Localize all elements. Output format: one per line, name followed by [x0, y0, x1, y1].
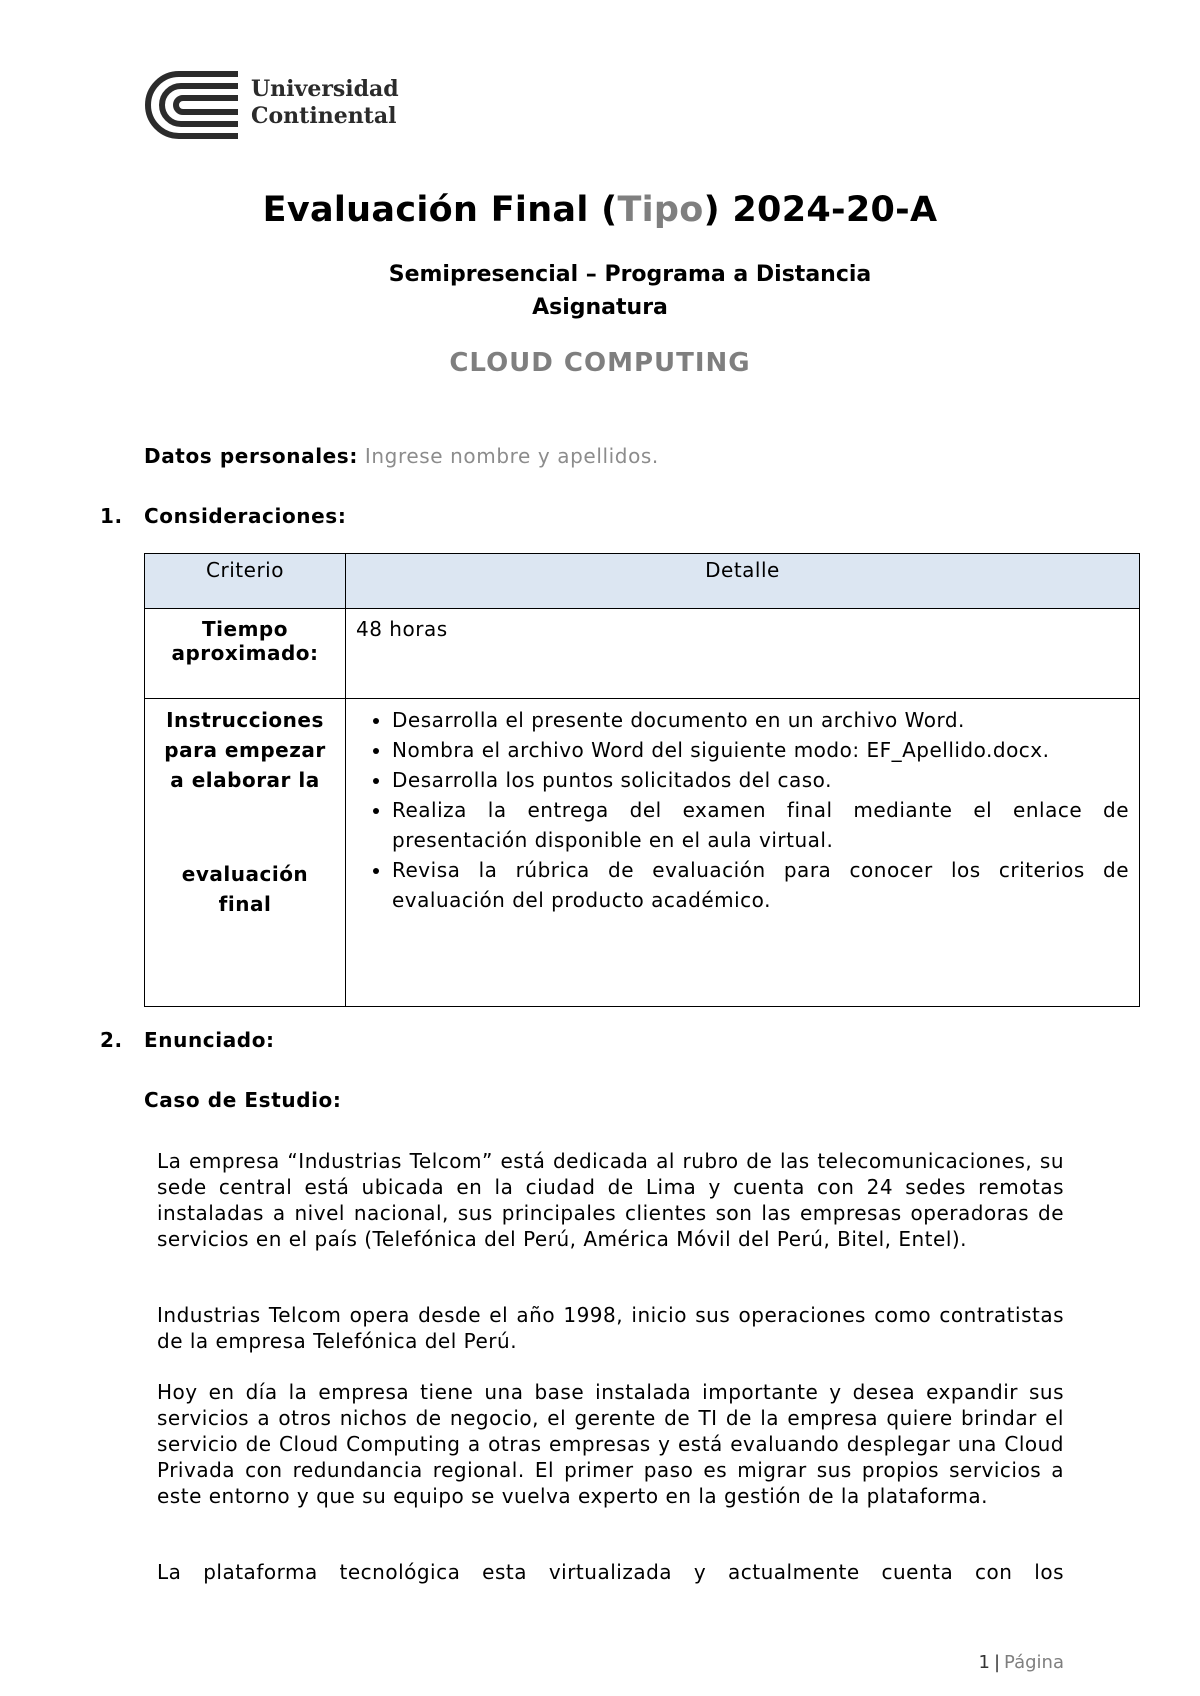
page-number: 1 — [978, 1652, 990, 1673]
course-name: CLOUD COMPUTING — [449, 348, 751, 378]
detail-time: 48 horas — [346, 609, 1140, 699]
paragraph: La plataforma tecnológica esta virtualizada y actualmente cuenta con los — [157, 1560, 1064, 1584]
page-title: Evaluación Final (Tipo) 2024-20-A — [262, 190, 938, 230]
personal-data-line — [144, 444, 659, 468]
table-row — [145, 699, 1140, 1007]
table-header-row — [145, 554, 1140, 609]
criterion-instructions: Instrucciones para empezar a elaborar la evaluación final — [145, 699, 346, 1007]
section-2-title: Enunciado: — [144, 1028, 275, 1052]
table-row — [145, 609, 1140, 699]
university-emblem-icon — [143, 70, 243, 140]
case-study-title: Caso de Estudio: — [144, 1088, 342, 1112]
page-label: Página — [1004, 1652, 1064, 1673]
criteria-table — [144, 553, 1140, 1007]
personal-data-placeholder[interactable]: Ingrese nombre y apellidos. — [364, 444, 659, 468]
section-1-title: Consideraciones: — [144, 504, 347, 528]
list-item: • Desarrolla el presente documento en un archivo Word. — [392, 705, 1129, 735]
section-2-number: 2. — [100, 1028, 123, 1052]
university-name: Universidad Continental — [251, 76, 399, 129]
header-criterio: Criterio — [145, 554, 346, 609]
footer-separator: | — [993, 1652, 1001, 1673]
list-item: • Desarrolla los puntos solicitados del caso. — [392, 765, 1129, 795]
page-footer — [979, 1652, 1064, 1673]
subject-label: Asignatura — [532, 295, 668, 320]
title-type-accent: Tipo — [617, 190, 704, 230]
detail-instructions — [346, 699, 1140, 1007]
modality-subtitle: Semipresencial – Programa a Distancia — [388, 262, 872, 287]
paragraph: Hoy en día la empresa tiene una base instalada importante y desea expandir sus servicios a otros nichos de negocio, el gerente de TI de la empresa quiere brindar el servicio de Cloud Computing a otras empresas y está evaluando desplegar una Cloud Privada con redundancia regional. El primer paso es migrar sus propios servicios a este entorno y que su equipo se vuelva experto en la gestión de la plataforma. — [157, 1380, 1064, 1508]
instructions-list — [356, 705, 1129, 915]
list-item: • Realiza la entrega del examen final mediante el enlace de presentación disponible en el aula virtual. — [392, 795, 1129, 855]
list-item: • Nombra el archivo Word del siguiente modo: EF_Apellido.docx. — [392, 735, 1129, 765]
paragraph: La empresa “Industrias Telcom” está dedicada al rubro de las telecomunicaciones, su sede central está ubicada en la ciudad de Lima y cuenta con 24 sedes remotas instaladas a nivel nacional, sus principales clientes son las empresas operadoras de servicios en el país (Telefónica del Perú, América Móvil del Perú, Bitel, Entel). — [157, 1149, 1064, 1251]
personal-data-label: Datos personales: — [144, 444, 358, 468]
criterion-time: Tiempo aproximado: — [145, 609, 346, 699]
list-item: • Revisa la rúbrica de evaluación para conocer los criterios de evaluación del producto académico. — [392, 855, 1129, 915]
header-detalle: Detalle — [346, 554, 1140, 609]
university-logo — [143, 70, 403, 140]
paragraph: Industrias Telcom opera desde el año 1998, inicio sus operaciones como contratistas de la empresa Telefónica del Perú. — [157, 1303, 1064, 1353]
section-1-number: 1. — [100, 504, 123, 528]
